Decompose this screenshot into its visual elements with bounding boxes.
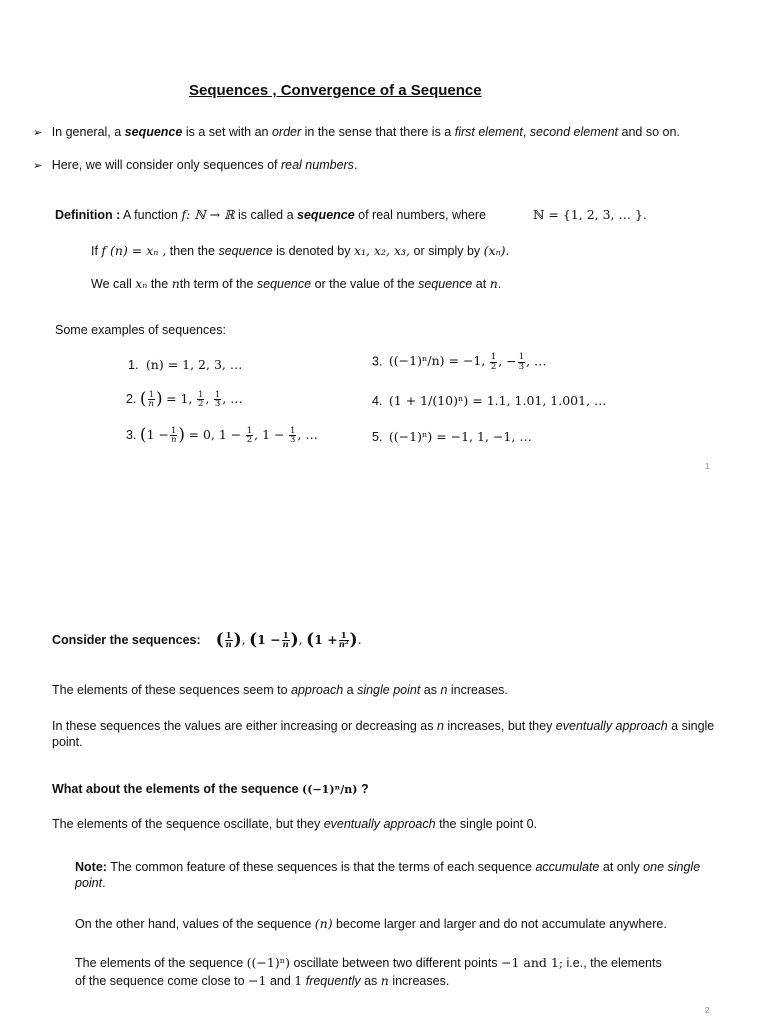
bullet-item [33, 125, 680, 141]
function-math: f: ℕ → ℝ [181, 207, 235, 222]
definition-text: is denoted by [272, 244, 354, 258]
examples-label: Some examples of sequences: [55, 323, 226, 337]
paragraph-text: the single point 0. [435, 817, 538, 831]
bullet-text: , [522, 125, 530, 139]
paragraph-text: as [420, 683, 441, 697]
example-math: ((−1)ⁿ/n) = −1, [388, 353, 486, 369]
emphasis: approach [291, 683, 344, 697]
example-math: (1 + 1/(10)ⁿ) = 1.1, 1.01, 1.001, … [388, 393, 607, 408]
bullet-term: second element [529, 125, 619, 139]
paragraph-text: The common feature of these sequences is that the terms of each sequence [106, 860, 536, 874]
example-math: , … [222, 390, 243, 406]
paragraph [52, 683, 508, 699]
definition-text: the [147, 277, 172, 291]
n-math: n [489, 276, 498, 291]
bullet-text: In general, a [51, 125, 125, 139]
example-number: 4. [372, 394, 383, 408]
emphasis: eventually approach [323, 817, 436, 831]
paragraph-text: oscillate between two different points [289, 956, 501, 970]
consider-math: 1 + [314, 631, 338, 647]
fraction: $\frac{1}{n}$ [225, 630, 232, 651]
definition-term: sequence [418, 277, 473, 291]
page-number: 1 [705, 462, 710, 471]
fraction: $\frac{1}{n}$ [282, 630, 289, 651]
example-number: 2. [126, 391, 137, 406]
fraction: $\frac{1}{2}$ [197, 389, 204, 410]
consider-math: 1 − [257, 631, 281, 647]
bullet-text: Here, we will consider only sequences of [51, 158, 281, 172]
definition-text: of real numbers, where [354, 208, 486, 222]
paragraph-text: and [266, 974, 295, 989]
bullet-term: real numbers [280, 158, 354, 172]
example-math: = 1, [166, 390, 193, 406]
paragraph-text: The elements of these sequences seem to [52, 683, 292, 697]
fraction: $\frac{1}{n}$ [148, 389, 155, 410]
example-item [372, 353, 547, 371]
consider-line: Consider the sequences: ( $\frac{1}{n}$ ), (1 − $\frac{1}{n}$ ), (1 + $\frac{1}{\text{n²}}$ ). [52, 630, 362, 651]
definition-label: Definition : [55, 208, 121, 222]
fraction: $\frac{1}{3}$ [290, 425, 296, 446]
paragraph-text: increases. [447, 683, 508, 697]
emphasis: n [436, 719, 444, 733]
paragraph-text: On the other hand, values of the sequence [75, 917, 315, 931]
emphasis: one single point [75, 860, 701, 890]
paragraph-text: increases, but they [443, 719, 556, 733]
definition-text: at [472, 277, 490, 291]
emphasis: n [440, 683, 448, 697]
definition-text: or the value of the [311, 277, 419, 291]
paragraph [75, 954, 675, 990]
bullet-term: order [271, 125, 302, 139]
paragraph-text: at only [599, 860, 644, 874]
fraction: $\frac{1}{3}$ [518, 352, 525, 372]
paragraph-text: The elements of the sequence oscillate, but they [52, 817, 324, 831]
bullet-text: and so on. [618, 125, 680, 139]
emphasis: eventually approach [555, 719, 668, 733]
paragraph-text: a single point. [52, 719, 715, 749]
note-paragraph [75, 860, 718, 891]
example-math: , − [498, 353, 517, 369]
example-item [372, 393, 607, 410]
paragraph-text: increases. [388, 974, 450, 989]
definition-text: then the [166, 244, 219, 258]
bullet-term: first element [454, 125, 523, 139]
example-math: , 1 − [254, 426, 285, 442]
arrow-bullet-icon: ➢ [33, 160, 43, 172]
definition-call-line [91, 276, 501, 293]
paragraph-text: The elements of the sequence [75, 956, 247, 970]
paragraph [52, 719, 718, 750]
sequence-math: (n) [314, 916, 333, 931]
example-item [372, 429, 532, 446]
definition-text: th term of the [179, 277, 257, 291]
example-math: (n) = 1, 2, 3, … [145, 357, 243, 372]
paragraph [52, 817, 537, 833]
points-math: −1 and 1; [501, 955, 564, 970]
paragraph-text: i.e., the elements of the sequence come close to [75, 956, 662, 989]
definition-if-line [91, 243, 510, 260]
bullet-item [33, 158, 357, 174]
bullet-term: sequence [124, 125, 183, 139]
fraction: $\frac{1}{n}$ [170, 425, 177, 446]
arrow-bullet-icon: ➢ [33, 127, 43, 139]
emphasis: frequently [305, 974, 361, 989]
question-math: ((−1)ⁿ/n) [302, 783, 358, 796]
question-line [52, 782, 369, 798]
paragraph-text: a [343, 683, 358, 697]
definition-text: A function [120, 208, 182, 222]
definition-text: We call [91, 277, 136, 291]
naturals-set: ℕ = {1, 2, 3, … }. [533, 207, 647, 222]
consider-label: Consider the sequences: [52, 632, 201, 647]
example-item [128, 357, 242, 374]
fraction: $\frac{1}{3}$ [214, 389, 221, 410]
emphasis: accumulate [535, 860, 600, 874]
example-number: 3. [372, 354, 383, 369]
question-text: What about the elements of the sequence [52, 782, 303, 796]
sequence-math: (xₙ). [483, 243, 510, 258]
page-title: Sequences , Convergence of a Sequence [189, 82, 482, 99]
bullet-text: is a set with an [182, 125, 272, 139]
fraction: $\frac{1}{2}$ [490, 352, 497, 372]
example-math: = 0, 1 − [188, 426, 242, 442]
definition-term: sequence [297, 208, 355, 222]
paragraph-text: as [360, 974, 381, 989]
value-math: 1 [294, 973, 303, 989]
example-math: ((−1)ⁿ) = −1, 1, −1, … [388, 429, 532, 444]
sequence-math: ((−1)ⁿ) [246, 955, 290, 970]
paragraph-text: become larger and larger and do not accumulate anywhere. [332, 917, 667, 931]
fraction: $\frac{1}{2}$ [246, 425, 253, 446]
question-text: ? [357, 782, 369, 796]
example-math: 1 − [146, 426, 169, 442]
example-math: , … [297, 426, 318, 442]
paragraph-text: In these sequences the values are either increasing or decreasing as [52, 719, 437, 733]
definition-text: . [497, 277, 502, 291]
note-label: Note: [75, 860, 107, 874]
terms-math: x₁, x₂, x₃, [353, 243, 411, 258]
paragraph-text: . [102, 875, 106, 890]
definition-text: is called a [234, 208, 298, 222]
n-math: n [171, 276, 180, 291]
definition-line [55, 207, 486, 224]
definition-text: or simply by [410, 244, 484, 258]
bullet-text: . [353, 158, 358, 172]
example-item: 2. ( $\frac{1}{n}$ ) = 1, $\frac{1}{2}$ , $\frac{1}{3}$ , … [126, 389, 243, 410]
example-math: , … [526, 353, 547, 369]
fraction: $\frac{1}{\text{n²}}$ [338, 630, 349, 651]
function-math: f (n) = xₙ , [101, 243, 167, 258]
definition-term: sequence [256, 277, 312, 291]
value-math: −1 [248, 973, 267, 989]
example-number: 5. [372, 430, 383, 444]
n-math: n [380, 973, 389, 989]
definition-term: sequence [218, 244, 273, 258]
example-number: 3. [126, 427, 137, 442]
page-number: 2 [705, 1006, 710, 1015]
example-number: 1. [128, 358, 139, 372]
emphasis: single point [357, 683, 421, 697]
bullet-text: in the sense that there is a [301, 125, 455, 139]
term-math: xₙ [135, 276, 148, 291]
paragraph [75, 916, 667, 933]
definition-text: If [91, 244, 102, 258]
example-item: 3. (1 − $\frac{1}{n}$ ) = 0, 1 − $\frac{1}{2}$ , 1 − $\frac{1}{3}$ , … [126, 425, 318, 446]
